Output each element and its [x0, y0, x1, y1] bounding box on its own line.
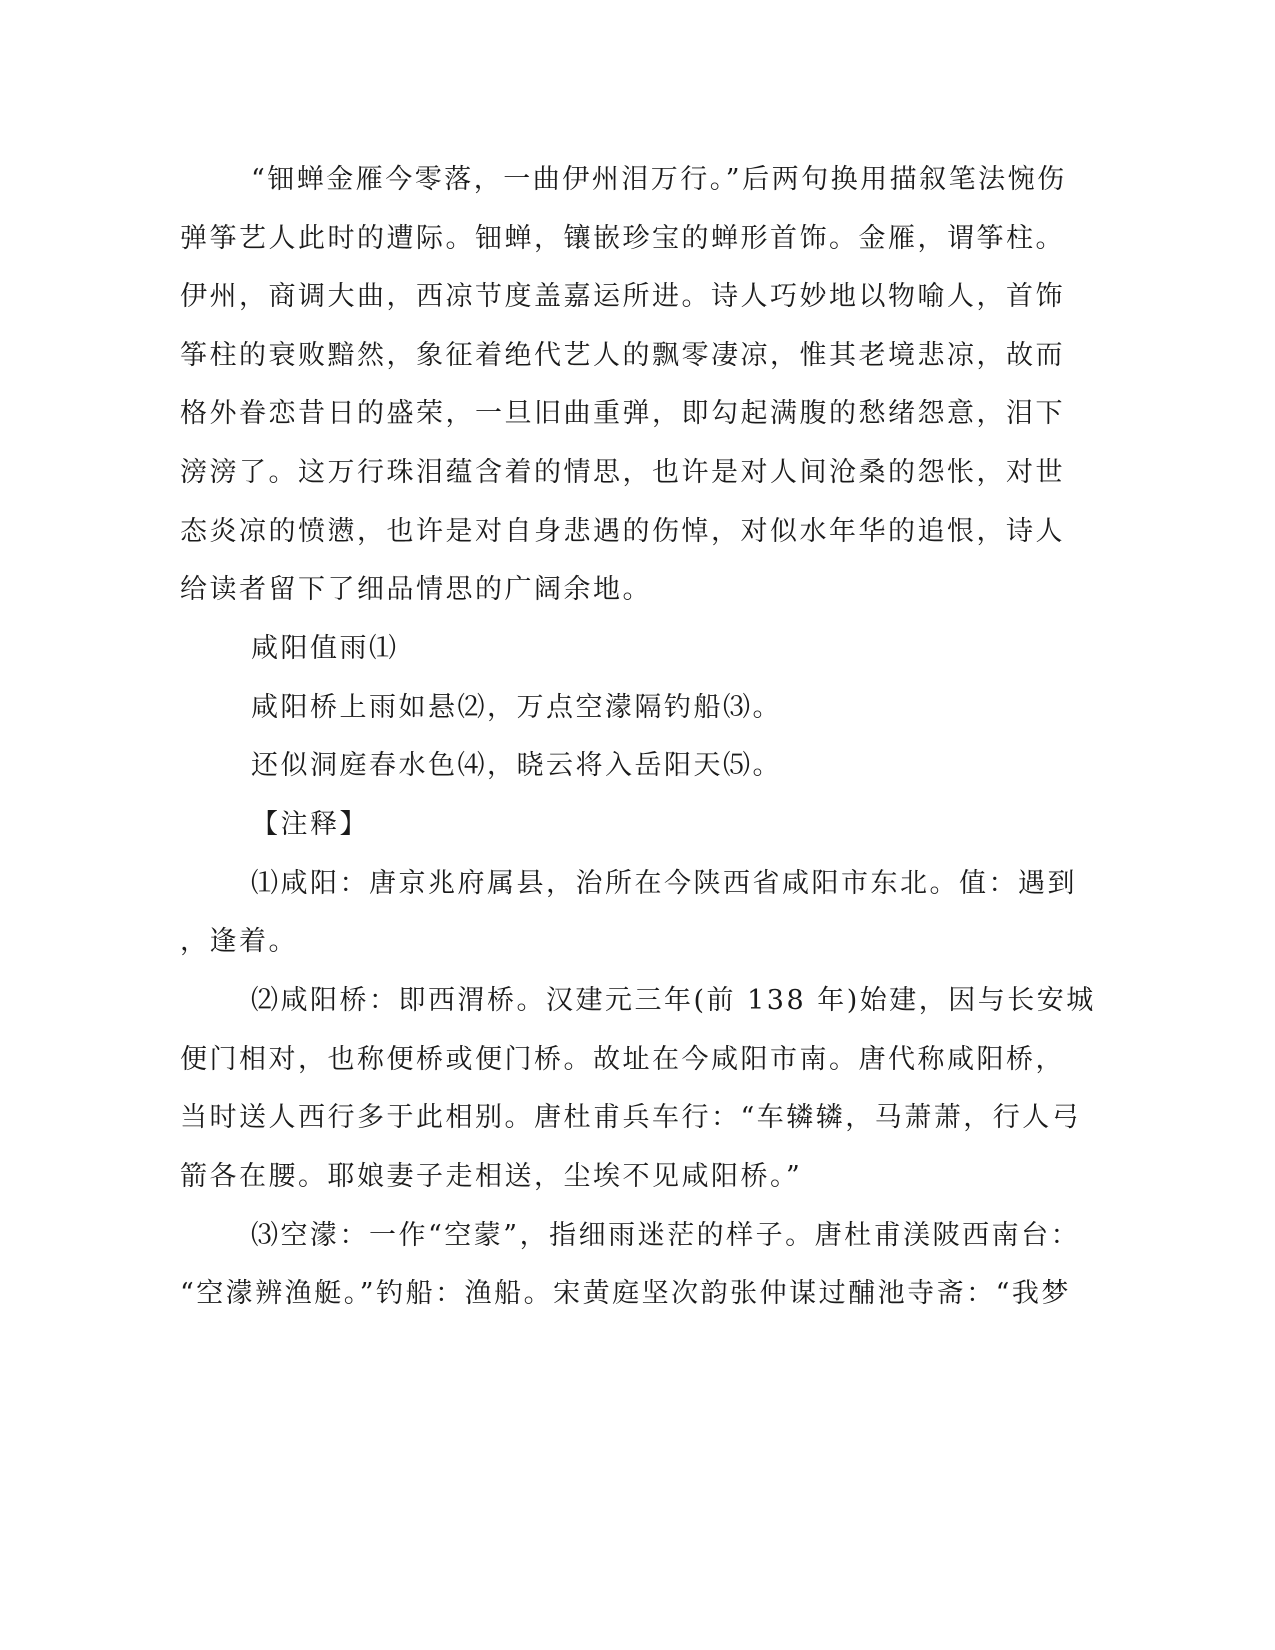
note-line: “空濛辨渔艇。”钓船：渔船。宋黄庭坚次韵张仲谋过酺池寺斋：“我梦: [180, 1278, 1071, 1309]
note-line: ⑵咸阳桥：即西渭桥。汉建元三年(前 138 年)始建，因与长安城: [251, 985, 1096, 1016]
note-line: 便门相对，也称便桥或便门桥。故址在今咸阳市南。唐代称咸阳桥，: [180, 1044, 1065, 1075]
note-line: ，逢着。: [180, 926, 298, 957]
poem-line: 咸阳桥上雨如悬⑵，万点空濛隔钓船⑶。: [251, 692, 782, 723]
notes-heading: 【注释】: [251, 809, 369, 840]
note-line: ⑶空濛：一作“空蒙”，指细雨迷茫的样子。唐杜甫渼陂西南台：: [251, 1220, 1081, 1251]
poem-title: 咸阳值雨⑴: [251, 633, 399, 664]
poem-line: 还似洞庭春水色⑷，晓云将入岳阳天⑸。: [251, 750, 782, 781]
text-line: 伊州，商调大曲，西凉节度盖嘉运所进。诗人巧妙地以物喻人，首饰: [180, 281, 1065, 312]
text-line: 弹筝艺人此时的遭际。钿蝉，镶嵌珍宝的蝉形首饰。金雁，谓筝柱。: [180, 223, 1065, 254]
text-line: 态炎凉的愤懑，也许是对自身悲遇的伤悼，对似水年华的追恨，诗人: [180, 516, 1065, 547]
note-line: 箭各在腰。耶娘妻子走相送，尘埃不见咸阳桥。”: [180, 1161, 803, 1192]
text-line: 给读者留下了细品情思的广阔余地。: [180, 574, 652, 605]
text-line: 筝柱的衰败黯然，象征着绝代艺人的飘零凄凉，惟其老境悲凉，故而: [180, 340, 1065, 371]
text-line: 格外眷恋昔日的盛荣，一旦旧曲重弹，即勾起满腹的愁绪怨意，泪下: [180, 398, 1065, 429]
note-line: ⑴咸阳：唐京兆府属县，治所在今陕西省咸阳市东北。值：遇到: [251, 868, 1077, 899]
text-line: “钿蝉金雁今零落，一曲伊州泪万行。”后两句换用描叙笔法惋伤: [251, 164, 1067, 195]
text-line: 滂滂了。这万行珠泪蕴含着的情思，也许是对人间沧桑的怨怅，对世: [180, 457, 1065, 488]
note-line: 当时送人西行多于此相别。唐杜甫兵车行：“车辚辚，马萧萧，行人弓: [180, 1102, 1082, 1133]
